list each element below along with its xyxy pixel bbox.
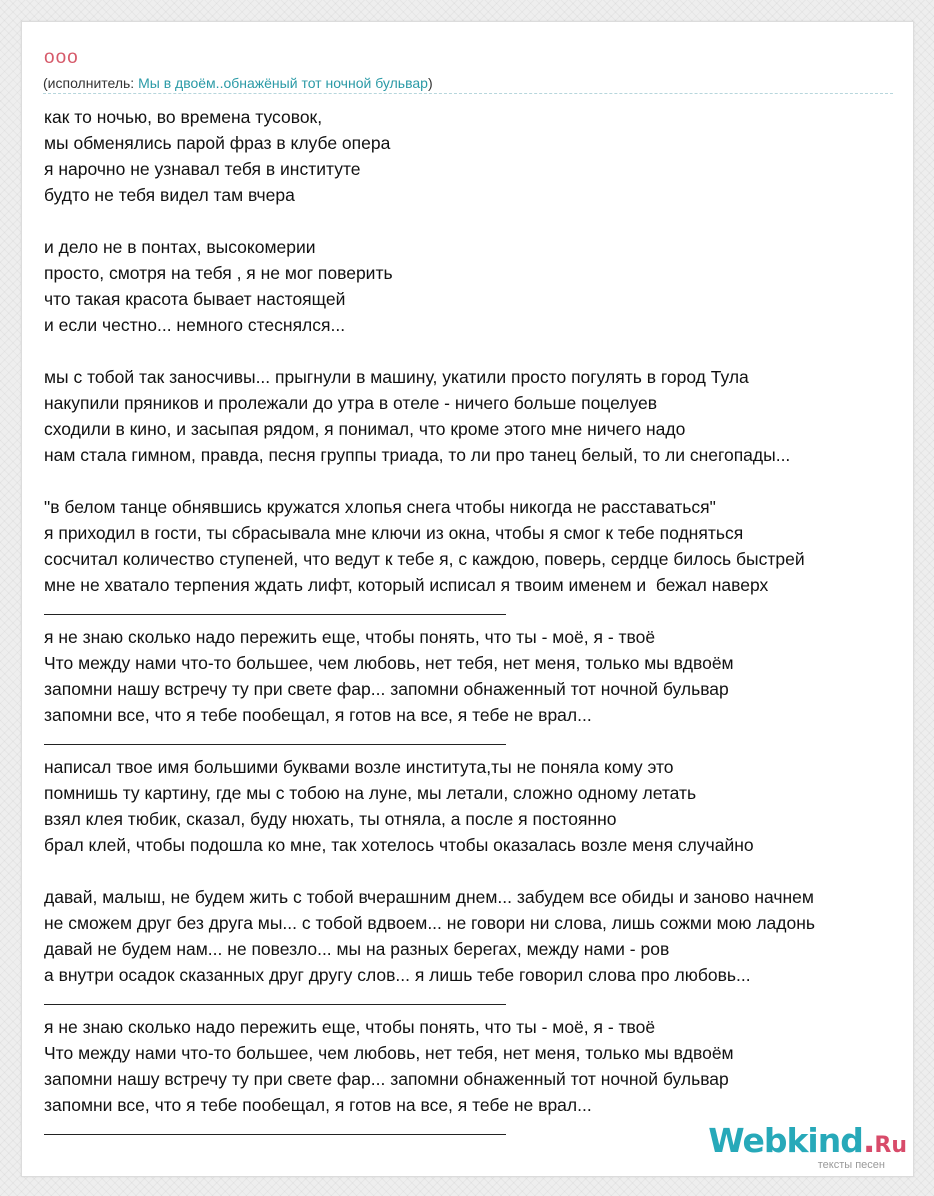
lyrics-card (21, 21, 914, 1177)
lyric-line: и дело не в понтах, высокомерии (44, 237, 316, 257)
lyric-line: запомни нашу встречу ту при свете фар... запомни обнаженный тот ночной бульвар (44, 1069, 729, 1089)
performer-suffix: ) (427, 75, 433, 91)
performer-line (43, 74, 433, 92)
verse-separator (44, 988, 815, 1014)
song-title: ооо (44, 47, 79, 68)
lyric-line: Что между нами что-то большее, чем любовь, нет тебя, нет меня, только мы вдвоём (44, 653, 734, 673)
performer-prefix: (исполнитель: (43, 75, 139, 91)
webkind-logo[interactable] (708, 1121, 907, 1171)
lyric-line: я не знаю сколько надо пережить еще, чтобы понять, что ты - моё, я - твоё (44, 1017, 656, 1037)
logo-word: Webkind (708, 1121, 863, 1160)
lyric-line: не сможем друг без друга мы... с тобой вдвоем... не говори ни слова, лишь сожми мою ладонь (44, 913, 815, 933)
verse-separator (44, 728, 815, 754)
header-divider (43, 93, 893, 94)
lyric-line: сходили в кино, и засыпая рядом, я понимал, что кроме этого мне ничего надо (44, 419, 686, 439)
lyric-line: мы обменялись парой фраз в клубе опера (44, 133, 391, 153)
logo-tld: Ru (874, 1133, 907, 1158)
lyric-line: что такая красота бывает настоящей (44, 289, 346, 309)
lyric-line: нам стала гимном, правда, песня группы триада, то ли про танец белый, то ли снегопады... (44, 445, 791, 465)
lyric-line: написал твое имя большими буквами возле института,ты не поняла кому это (44, 757, 674, 777)
verse-separator (44, 1118, 815, 1144)
blank-line (44, 468, 815, 494)
lyric-line: я нарочно не узнавал тебя в институте (44, 159, 361, 179)
blank-line (44, 338, 815, 364)
lyric-line: а внутри осадок сказанных друг другу слов... я лишь тебе говорил слова про любовь... (44, 965, 751, 985)
lyric-line: мы с тобой так заносчивы... прыгнули в машину, укатили просто погулять в город Тула (44, 367, 749, 387)
blank-line (44, 208, 815, 234)
lyrics-text (44, 104, 815, 1144)
lyric-line: запомни нашу встречу ту при свете фар... запомни обнаженный тот ночной бульвар (44, 679, 729, 699)
lyric-line: сосчитал количество ступеней, что ведут к тебе я, с каждою, поверь, сердце билось быстрей (44, 549, 805, 569)
performer-link[interactable]: Мы в двоём..обнажёный тот ночной бульвар (138, 75, 428, 91)
lyric-line: брал клей, чтобы подошла ко мне, так хотелось чтобы оказалась возле меня случайно (44, 835, 754, 855)
lyric-line: мне не хватало терпения ждать лифт, который исписал я твоим именем и бежал наверх (44, 575, 769, 595)
lyric-line: и если честно... немного стеснялся... (44, 315, 346, 335)
lyric-line: давай, малыш, не будем жить с тобой вчерашним днем... забудем все обиды и заново начнем (44, 887, 814, 907)
blank-line (44, 858, 815, 884)
lyric-line: я приходил в гости, ты сбрасывала мне ключи из окна, чтобы я смог к тебе подняться (44, 523, 744, 543)
logo-wordmark (708, 1121, 907, 1163)
lyric-line: просто, смотря на тебя , я не мог поверить (44, 263, 393, 283)
lyric-line: запомни все, что я тебе пообещал, я готов на все, я тебе не врал... (44, 705, 592, 725)
lyric-line: накупили пряников и пролежали до утра в отеле - ничего больше поцелуев (44, 393, 658, 413)
lyric-line: "в белом танце обнявшись кружатся хлопья снега чтобы никогда не расставаться" (44, 497, 716, 517)
lyric-line: как то ночью, во времена тусовок, (44, 107, 323, 127)
lyric-line: запомни все, что я тебе пообещал, я готов на все, я тебе не врал... (44, 1095, 592, 1115)
lyric-line: Что между нами что-то большее, чем любовь, нет тебя, нет меня, только мы вдвоём (44, 1043, 734, 1063)
logo-dot: . (862, 1121, 875, 1160)
verse-separator (44, 598, 815, 624)
lyric-line: взял клея тюбик, сказал, буду нюхать, ты отняла, а после я постоянно (44, 809, 617, 829)
lyric-line: я не знаю сколько надо пережить еще, чтобы понять, что ты - моё, я - твоё (44, 627, 656, 647)
lyric-line: помнишь ту картину, где мы с тобою на луне, мы летали, сложно одному летать (44, 783, 697, 803)
lyric-line: давай не будем нам... не повезло... мы на разных берегах, между нами - ров (44, 939, 670, 959)
lyric-line: будто не тебя видел там вчера (44, 185, 295, 205)
logo-tagline: тексты песен (817, 1159, 885, 1171)
